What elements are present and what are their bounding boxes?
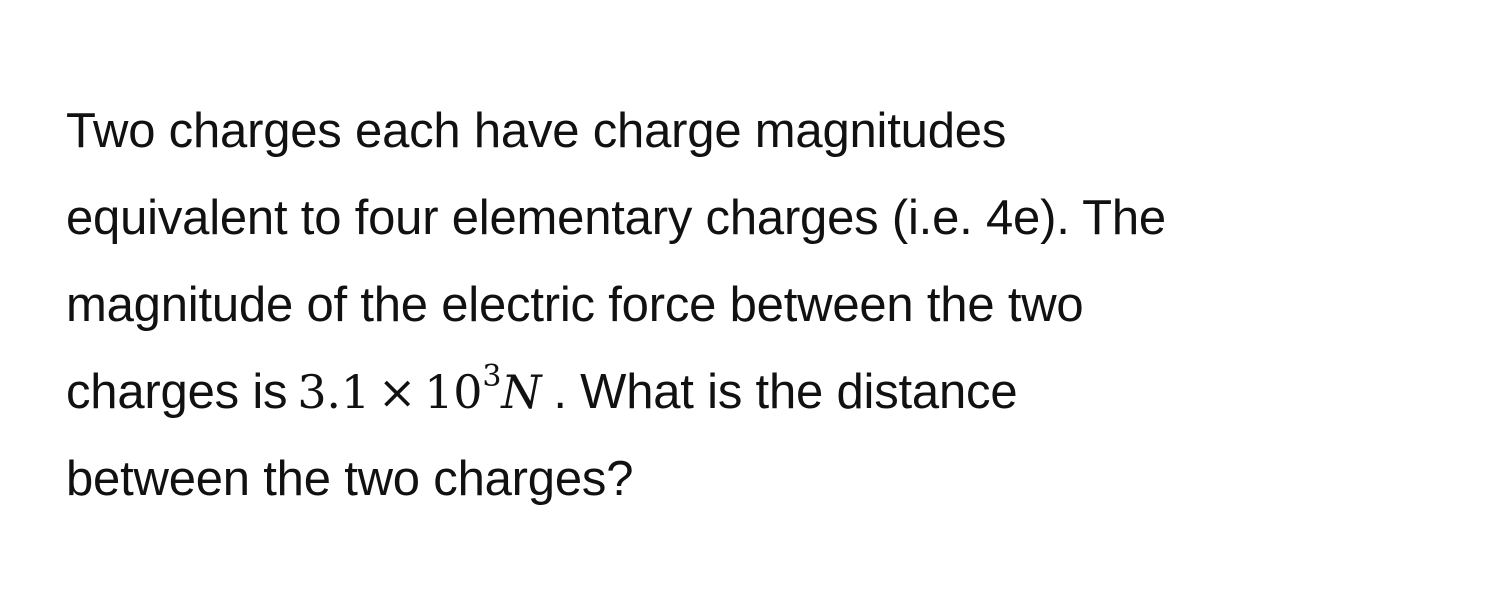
question-line-4 <box>66 349 1446 436</box>
force-expression <box>287 358 553 419</box>
question-line-5: between the two charges? <box>66 452 634 506</box>
times-operator: × <box>377 365 417 419</box>
question-line-2: equivalent to four elementary charges (i.e. 4e). The <box>66 191 1166 245</box>
power-exponent: 3 <box>482 358 502 394</box>
force-unit: N <box>501 365 542 419</box>
question-line-1: Two charges each have charge magnitudes <box>66 104 1007 158</box>
question-line-4-after: . What is the distance <box>553 365 1018 419</box>
question-line-3: magnitude of the electric force between the two <box>66 278 1084 332</box>
force-coefficient: 3.1 <box>297 365 370 419</box>
question-text <box>66 88 1446 523</box>
question-line-4-before: charges is <box>66 365 288 419</box>
power-base: 10 <box>424 365 483 419</box>
